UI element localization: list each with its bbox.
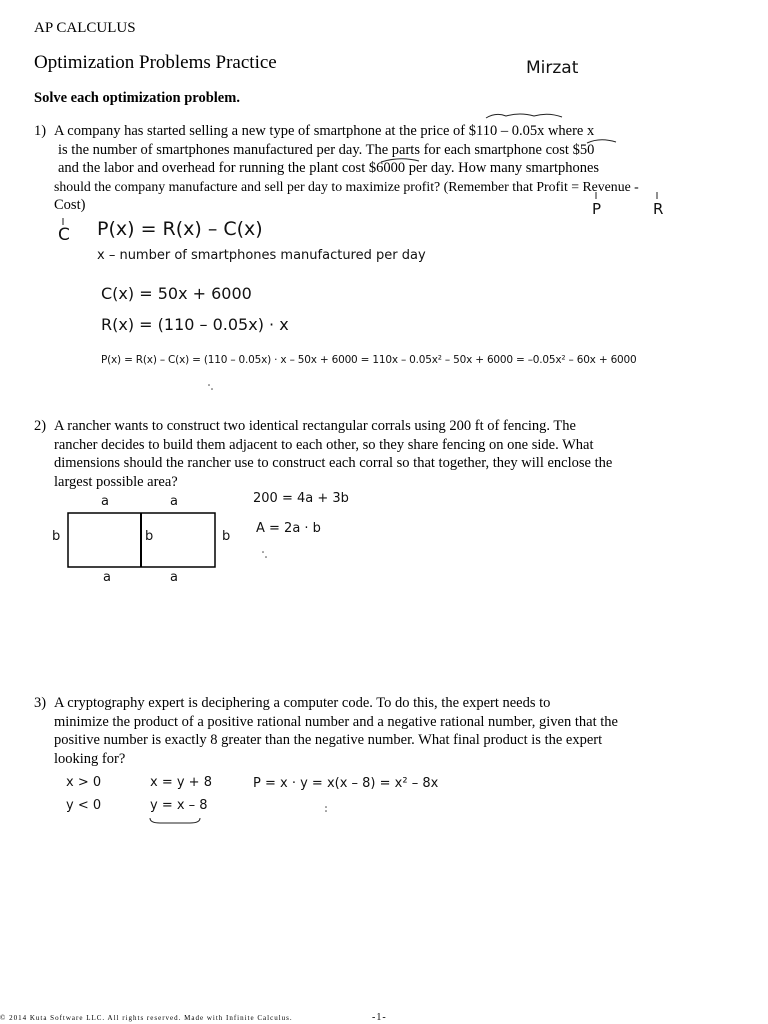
y-relation: y = x – 8: [150, 798, 208, 813]
problem-text-line: A cryptography expert is deciphering a computer code. To do this, the expert needs to: [54, 695, 551, 711]
page-number: -1-: [372, 1012, 387, 1023]
problem-text-line: Cost): [54, 197, 86, 213]
cost-overline-mark: [587, 140, 616, 143]
problem-text-line: dimensions should the rancher use to construct each corral so that together, they will enclose the: [54, 455, 613, 471]
pencil-dot: [325, 810, 327, 812]
side-label-top-a1: a: [101, 494, 109, 509]
x-positive-condition: x > 0: [66, 775, 102, 790]
problem-text-line: minimize the product of a positive rational number and a negative rational number, given that the: [54, 713, 618, 730]
pencil-dot: [325, 806, 327, 808]
pencil-dot: [265, 556, 267, 558]
margin-note-r: R: [653, 200, 664, 218]
problem-text-line: should the company manufacture and sell per day to maximize profit? (Remember that Profit = Revenue -: [54, 178, 639, 194]
problem-number: 1): [34, 123, 47, 139]
worksheet-title: Optimization Problems Practice: [34, 52, 277, 73]
margin-note-c: C: [58, 225, 70, 245]
side-label-middle-b: b: [145, 529, 154, 544]
problem-text-line: is the number of smartphones manufactured per day. The parts for each smartphone cost $50: [58, 141, 595, 158]
problem-text-line: largest possible area?: [54, 473, 178, 490]
pencil-dot: [262, 551, 264, 553]
variable-definition: x – number of smartphones manufactured per day: [97, 248, 426, 263]
overhead-overline-mark: [381, 159, 419, 162]
course-title: AP CALCULUS: [34, 20, 136, 36]
problem-3: [34, 694, 734, 770]
problem-text-line: A company has started selling a new type of smartphone at the price of $110 – 0.05x where x: [54, 123, 595, 139]
pencil-dot: [211, 388, 213, 390]
area-equation: A = 2a · b: [256, 521, 321, 536]
side-label-bottom-a2: a: [170, 570, 178, 585]
problem-text-line: and the labor and overhead for running the plant cost $6000 per day. How many smartphones: [58, 160, 600, 176]
problem-text-line: A rancher wants to construct two identical rectangular corrals using 200 ft of fencing. The: [54, 418, 576, 434]
y-negative-condition: y < 0: [66, 798, 102, 813]
side-label-left-b: b: [52, 529, 61, 544]
problem-number: 3): [34, 695, 47, 711]
student-name-handwritten: Mirzat: [526, 58, 579, 78]
cost-equation: C(x) = 50x + 6000: [101, 284, 252, 303]
copyright-footer: © 2014 Kuta Software LLC. All rights reserved. Made with Infinite Calculus.: [0, 1014, 293, 1022]
pencil-dot: [208, 384, 210, 386]
price-overline-mark: [486, 114, 562, 118]
product-equation: P = x · y = x(x – 8) = x² – 8x: [253, 776, 439, 791]
profit-equation: P(x) = R(x) – C(x): [97, 218, 263, 240]
problem-text-line: positive number is exactly 8 greater than the negative number. What final product is the expert: [54, 732, 603, 748]
side-label-bottom-a1: a: [103, 570, 111, 585]
fence-constraint: 200 = 4a + 3b: [253, 491, 349, 506]
problem-text-line: looking for?: [54, 750, 126, 767]
side-label-right-b: b: [222, 529, 231, 544]
problem-number: 2): [34, 418, 47, 434]
x-relation: x = y + 8: [150, 775, 212, 790]
profit-expansion: P(x) = R(x) – C(x) = (110 – 0.05x) · x – 50x + 6000 = 110x – 0.05x² – 50x + 6000 = –0.05x² – 60x + 6000: [101, 354, 637, 366]
problem-text-line: rancher decides to build them adjacent to each other, so they share fencing on one side. What: [54, 436, 594, 453]
revenue-equation: R(x) = (110 – 0.05x) · x: [101, 315, 289, 334]
brace-mark: [150, 818, 200, 823]
margin-note-p: P: [592, 200, 602, 218]
side-label-top-a2: a: [170, 494, 178, 509]
instructions: Solve each optimization problem.: [34, 90, 240, 106]
